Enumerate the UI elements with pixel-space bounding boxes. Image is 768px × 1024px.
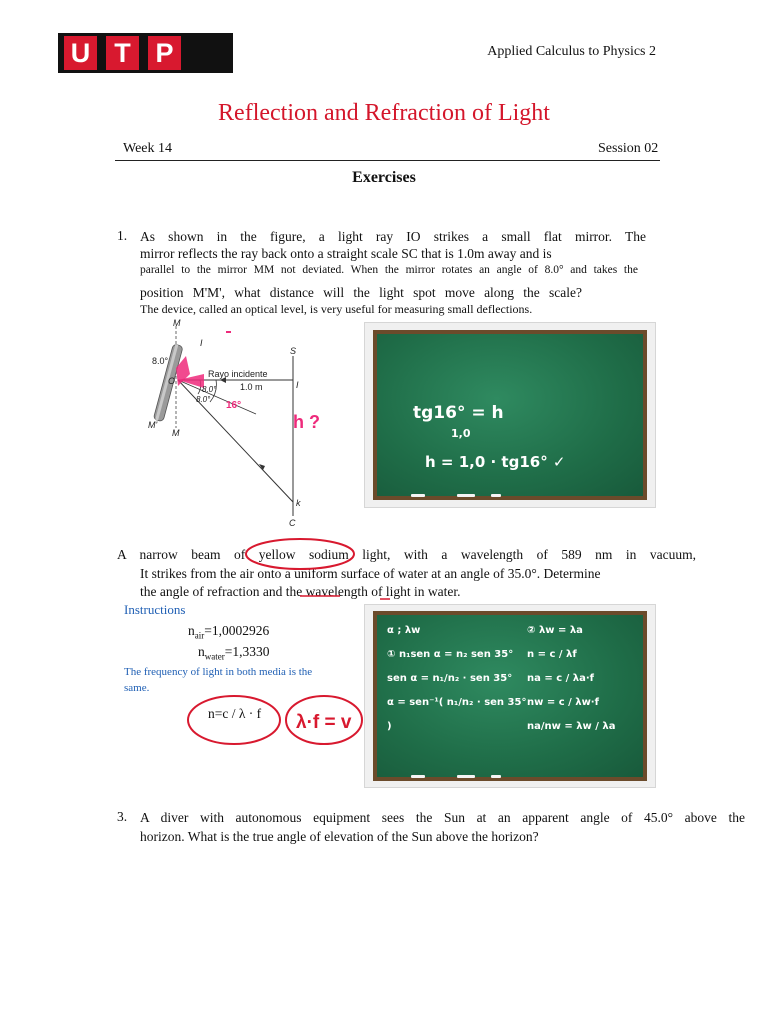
handwritten-16: 16° <box>226 400 242 411</box>
n-air-number: =1,0002926 <box>204 623 270 638</box>
figure-angle-label: 8.0° <box>152 356 169 366</box>
board1-line1-den: 1,0 <box>451 427 471 440</box>
problem1-line: mirror reflects the ray back onto a straight scale SC that is 1.0m away and is <box>140 246 552 261</box>
chalkboard-2 <box>364 604 656 788</box>
logo-letter-u: U <box>64 36 97 70</box>
problem2-annotations <box>240 536 480 606</box>
n-water-number: =1,3330 <box>224 644 270 659</box>
logo-letter-t: T <box>106 36 139 70</box>
label-i: I <box>200 338 203 348</box>
board2-left-line: α = sen⁻¹( n₁/n₂ · sen 35° ) <box>387 697 527 732</box>
n-air-value <box>188 623 269 641</box>
chalk-piece <box>491 775 501 778</box>
n-air-symbol: n <box>188 623 195 638</box>
board2-right-line: nw = c / λw·f <box>527 697 599 708</box>
problem3-line: horizon. What is the true angle of elevation of the Sun above the horizon? <box>140 829 539 844</box>
problem2-line: A narrow beam of yellow sodium light, with a wavelength of 589 nm in vacuum, <box>117 547 696 562</box>
problem2-line: It strikes from the air onto a uniform surface of water at an angle of 35.0°. Determine <box>140 566 601 581</box>
angle-a-label: 8.0° <box>202 385 217 394</box>
refraction-formula: n=c / λ · f <box>208 706 262 721</box>
label-o: O <box>168 376 176 386</box>
problem2-line: the angle of refraction and the wavelength of light in water. <box>140 584 461 599</box>
chalk-piece <box>457 775 475 778</box>
board2-left-line: α ; λw <box>387 625 421 636</box>
handwritten-h: h ? <box>293 412 320 432</box>
board1-line2: h = 1,0 · tg16° ✓ <box>425 453 566 471</box>
frequency-note: The frequency of light in both media is the same. <box>124 666 313 694</box>
header-divider <box>115 160 660 161</box>
label-k: k <box>296 498 301 508</box>
course-name: Applied Calculus to Physics 2 <box>487 44 656 59</box>
problem3-line: A diver with autonomous equipment sees the Sun at an apparent angle of 45.0° above the <box>140 810 745 825</box>
label-m-prime: M' <box>148 420 158 430</box>
formula-annotations <box>186 688 366 750</box>
session-label: Session 02 <box>598 141 659 156</box>
logo-letter-p: P <box>148 36 181 70</box>
board2-right <box>527 619 643 739</box>
chalk-piece <box>411 494 425 497</box>
chalk-piece <box>411 775 425 778</box>
problem1-number: 1. <box>117 228 128 243</box>
label-c: C <box>289 518 296 528</box>
label-m-bottom: M <box>172 428 180 438</box>
n-water-symbol: n <box>198 644 205 659</box>
board2-left-line: ① n₁sen α = n₂ sen 35° <box>387 649 514 660</box>
incident-ray-label: Rayo incidente <box>208 369 268 379</box>
yellow-sodium-circle <box>246 539 354 569</box>
chalk-piece <box>457 494 475 497</box>
chalkboard-1 <box>364 322 656 508</box>
board2-left <box>387 619 527 739</box>
chalk-piece <box>491 494 501 497</box>
board2-right-line: n = c / λf <box>527 649 577 660</box>
page-title: Reflection and Refraction of Light <box>218 100 550 126</box>
board2-right-line: ② λw = λa <box>527 625 583 636</box>
handwritten-formula: λ·f = v <box>296 712 352 733</box>
board2-right-line: na = c / λa·f <box>527 673 594 684</box>
board2-right-line: na/nw = λw / λa <box>527 721 616 732</box>
label-s: S <box>290 346 297 356</box>
n-air-subscript: air <box>194 630 205 641</box>
problem1-line: As shown in the figure, a light ray IO strikes a small flat mirror. The <box>140 229 646 244</box>
formula-circle <box>188 696 280 744</box>
board2-left-line: sen α = n₁/n₂ · sen 35° <box>387 673 513 684</box>
n-water-value <box>198 644 270 662</box>
n-water-subscript: water <box>204 651 225 662</box>
distance-label: 1.0 m <box>240 382 263 392</box>
angle-b-label: 8.0° <box>196 395 211 404</box>
problem1-line: position M'M', what distance will the light spot move along the scale? <box>140 285 582 300</box>
problem1-line: The device, called an optical level, is very useful for measuring small deflections. <box>140 302 533 316</box>
week-label: Week 14 <box>123 141 173 156</box>
problem1-line: parallel to the mirror MM not deviated. When the mirror rotates an angle of 8.0° and takes the <box>140 264 638 276</box>
label-i-scale: I <box>296 380 299 390</box>
optical-lever-figure <box>138 316 338 531</box>
problem3-number: 3. <box>117 809 128 824</box>
label-m-top: M <box>173 318 181 328</box>
instructions-title: Instructions <box>124 602 186 617</box>
utp-logo <box>58 33 233 73</box>
section-heading: Exercises <box>352 169 416 186</box>
board1-line1: tg16° = h <box>413 403 504 423</box>
